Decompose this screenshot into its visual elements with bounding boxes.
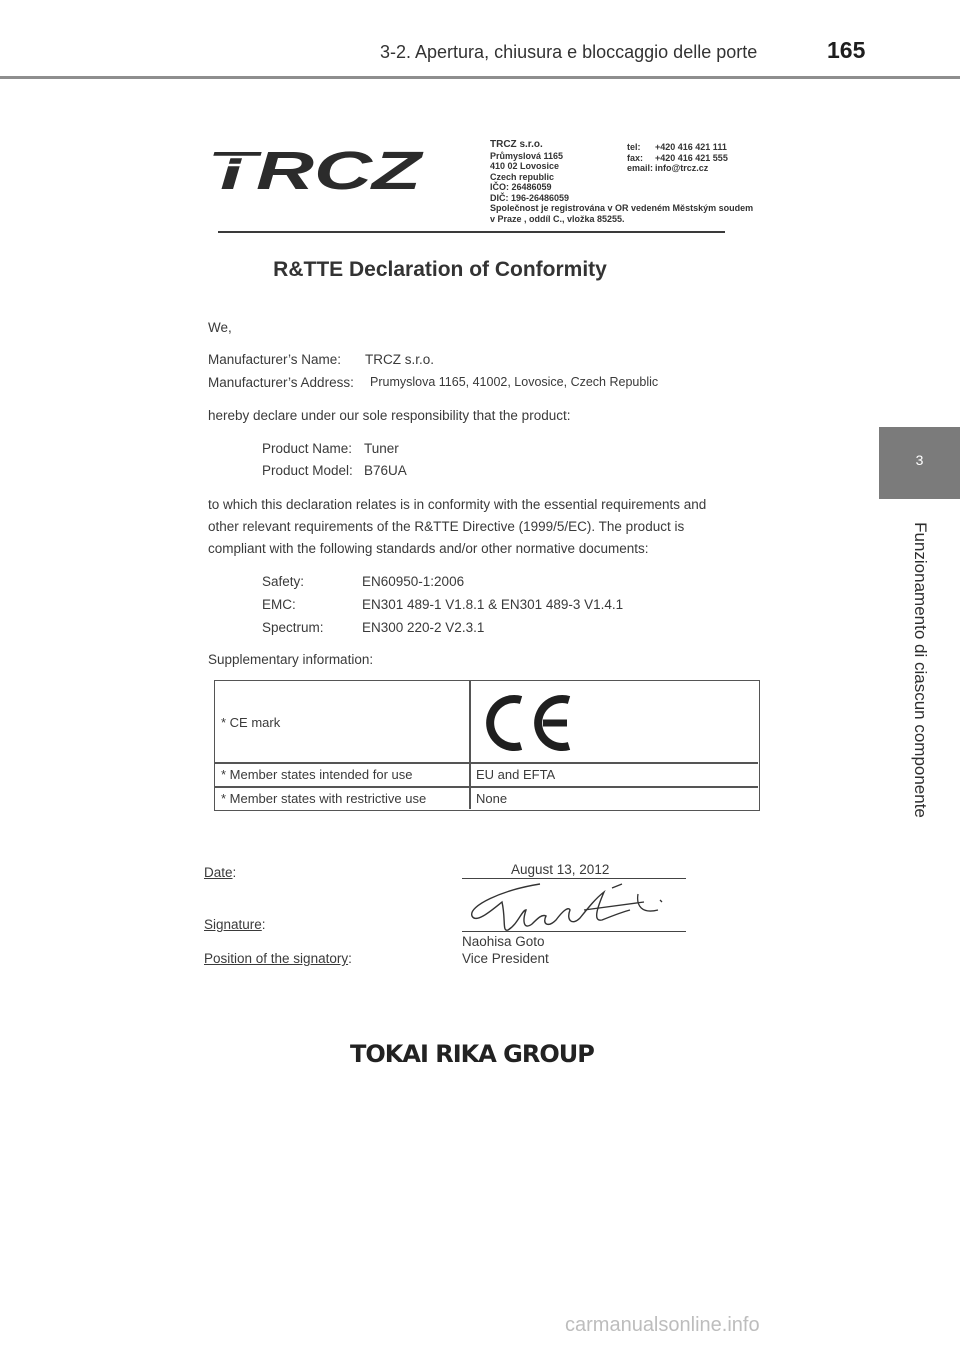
conformity-line: compliant with the following standards and/or other normative documents: xyxy=(208,541,649,556)
intended-use-label: * Member states intended for use xyxy=(221,767,413,782)
manufacturer-address: Prumyslova 1165, 41002, Lovosice, Czech Republic xyxy=(370,375,659,389)
colon: : xyxy=(348,951,352,966)
signature-label: Signature xyxy=(204,917,262,932)
standard-value: EN300 220-2 V2.3.1 xyxy=(362,620,485,635)
contact-value: info@trcz.cz xyxy=(655,163,709,173)
declaration-title: R&TTE Declaration of Conformity xyxy=(273,258,607,281)
contact-tel xyxy=(627,142,728,153)
page-number: 165 xyxy=(827,37,866,63)
ce-mark-label: * CE mark xyxy=(221,715,281,730)
we-text: We, xyxy=(208,320,232,335)
company-line: Společnost je registrována v OR vedeném Městským soudem xyxy=(490,203,754,213)
section-title: 3-2. Apertura, chiusura e bloccaggio delle porte xyxy=(380,42,758,62)
contact-key: email: xyxy=(627,163,654,173)
chapter-title: Funzionamento di ciascun componente xyxy=(911,522,930,818)
contact-email xyxy=(627,163,728,174)
table-divider xyxy=(215,786,758,788)
conformity-line: to which this declaration relates is in conformity with the essential requirements and xyxy=(208,497,707,512)
declaration-statement: hereby declare under our sole responsibility that the product: xyxy=(208,408,571,423)
company-line: TRCZ s.r.o. xyxy=(490,139,543,150)
position-label: Position of the signatory xyxy=(204,951,349,966)
company-line: v Praze , oddíl C., vložka 85255. xyxy=(490,213,625,224)
company-line: DIČ: 196-26486059 xyxy=(490,192,570,203)
contact-key: fax: xyxy=(627,152,644,163)
signatory-position: Vice President xyxy=(462,951,549,966)
restrictive-use-label: * Member states with restrictive use xyxy=(221,791,427,806)
contact-value: +420 416 421 555 xyxy=(655,152,728,163)
contact-value: +420 416 421 111 xyxy=(655,142,727,152)
chapter-number: 3 xyxy=(915,452,924,468)
date-label-row xyxy=(204,865,236,880)
table-divider xyxy=(469,681,471,809)
contact-block xyxy=(627,142,728,174)
manufacturer-name: TRCZ s.r.o. xyxy=(365,352,435,367)
trcz-logo-text: TRCZ xyxy=(207,143,424,195)
position-label-row xyxy=(204,951,352,966)
ce-mark-icon xyxy=(485,688,575,756)
intended-use-value: EU and EFTA xyxy=(476,767,556,782)
watermark: carmanualsonline.info xyxy=(565,1314,760,1336)
product-name-label: Product Name: xyxy=(262,441,353,456)
restrictive-use-value: None xyxy=(476,791,508,806)
date-value: August 13, 2012 xyxy=(511,862,610,877)
contact-fax xyxy=(627,153,728,164)
standard-label: EMC: xyxy=(262,597,296,612)
supplementary-table xyxy=(214,680,760,811)
signatory-name: Naohisa Goto xyxy=(462,934,545,949)
trcz-logo xyxy=(205,143,425,195)
letterhead-divider xyxy=(218,231,725,233)
company-line: Průmyslová 1165 xyxy=(490,150,564,161)
date-line xyxy=(462,878,686,879)
tokai-rika-group-logo: TOKAI RIKA GROUP xyxy=(350,1040,594,1068)
conformity-line: other relevant requirements of the R&TTE Directive (1999/5/EC). The product is xyxy=(208,519,685,534)
manufacturer-name-label: Manufacturer’s Name: xyxy=(208,352,342,367)
manufacturer-address-label: Manufacturer’s Address: xyxy=(208,375,354,390)
company-line: IČO: 26486059 xyxy=(490,182,552,192)
product-model: B76UA xyxy=(364,463,407,478)
company-line: 410 02 Lovosice xyxy=(490,161,560,171)
supplementary-label: Supplementary information: xyxy=(208,652,374,667)
standard-label: Safety: xyxy=(262,574,305,589)
product-name: Tuner xyxy=(364,441,399,456)
standard-value: EN301 489-1 V1.8.1 & EN301 489-3 V1.4.1 xyxy=(362,597,624,612)
table-divider xyxy=(215,762,758,764)
signature-line xyxy=(462,931,686,932)
colon: : xyxy=(232,865,237,880)
header-divider xyxy=(0,76,960,79)
standard-label: Spectrum: xyxy=(262,620,324,635)
standard-value: EN60950-1:2006 xyxy=(362,574,465,589)
signature-label-row xyxy=(204,917,266,932)
contact-key: tel: xyxy=(627,142,641,152)
date-label: Date xyxy=(204,865,233,880)
product-model-label: Product Model: xyxy=(262,463,353,478)
company-line: Czech republic xyxy=(490,171,555,182)
colon: : xyxy=(261,917,266,932)
